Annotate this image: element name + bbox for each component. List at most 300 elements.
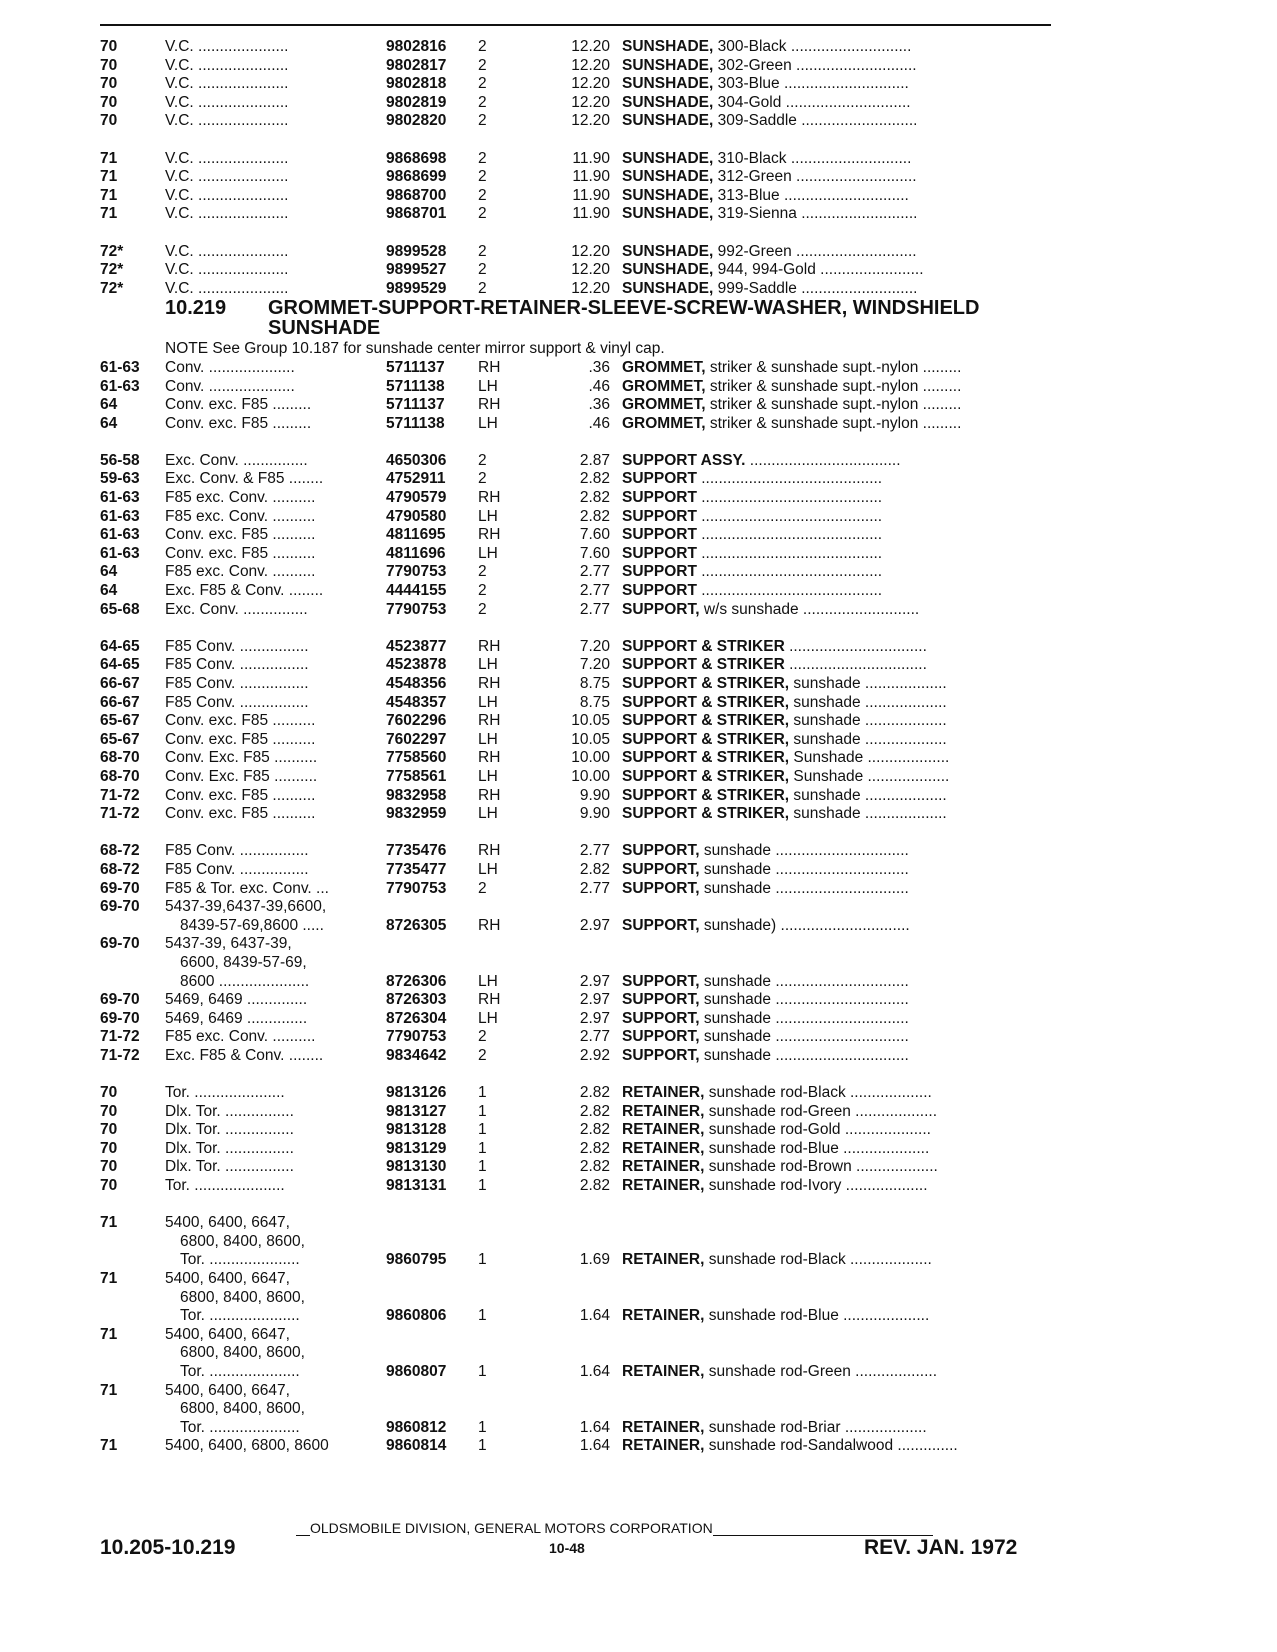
description-cell [622,991,1051,1010]
year-cell: 70 [100,38,118,55]
year-cell: 69-70 [100,879,140,897]
part-detail: 304-Gold ............................. [713,93,911,111]
price-cell: 2.82 [579,1102,610,1120]
year-cell: 71 [100,1437,118,1455]
year-cell: 61-63 [100,358,140,376]
price-cell: 11.90 [572,186,610,204]
model-cell: 5400, 6400, 6647, [165,1381,290,1399]
quantity-cell: 2 [478,112,487,130]
part-name: SUPPORT & STRIKER, [622,675,790,692]
quantity-cell: LH [478,860,498,878]
parts-list [100,38,1051,1456]
part-name: SUPPORT & STRIKER, [622,805,790,823]
part-name: SUPPORT, [622,1009,700,1027]
group-spacer [100,1065,1051,1084]
part-name: GROMMET, [622,358,706,376]
model-cell: V.C. ..................... [165,149,289,167]
table-row [100,526,1051,545]
model-cell: 5400, 6400, 6647, [165,1325,290,1343]
part-number-cell: 4523877 [386,637,447,655]
price-cell: 2.82 [579,489,610,507]
table-row [100,1270,1051,1289]
part-name: RETAINER, [622,1251,705,1269]
part-name: SUPPORT ASSY. [622,451,746,469]
part-detail: sunshade ................... [789,675,947,692]
table-row [100,1140,1051,1159]
quantity-cell: 1 [478,1102,487,1120]
part-number-cell: 9860807 [386,1362,447,1380]
description-cell [622,805,1051,824]
table-row [100,243,1051,262]
quantity-cell: LH [478,1009,498,1027]
quantity-cell: RH [478,526,501,544]
part-detail: sunshade ............................... [699,860,909,878]
table-row [100,545,1051,564]
part-detail: striker & sunshade supt.-nylon ......... [705,396,962,414]
price-cell: 2.77 [579,1028,610,1046]
part-name: SUPPORT [622,563,697,581]
part-number-cell: 4811695 [386,526,446,544]
model-cell: 5469, 6469 .............. [165,1009,308,1027]
part-number-cell: 9868698 [386,149,447,167]
part-number-cell: 9813128 [386,1121,447,1139]
part-detail: sunshade ................... [789,786,947,804]
description-cell [622,768,1051,787]
description-cell [622,675,1051,694]
price-cell: 11.90 [572,205,610,223]
part-number-cell: 4790580 [386,507,447,525]
table-row [100,842,1051,861]
table-row [100,205,1051,224]
table-row [100,731,1051,750]
part-name: SUPPORT [622,489,697,507]
section-title: GROMMET-SUPPORT-RETAINER-SLEEVE-SCREW-WASHER, WINDSHIELD SUNSHADE [268,297,980,340]
part-name: SUPPORT [622,526,697,544]
price-cell: 10.00 [571,749,610,767]
description-cell [622,917,1051,936]
table-row [100,1307,1051,1326]
table-row [100,656,1051,675]
part-detail: sunshade rod-Green ................... [704,1362,937,1380]
quantity-cell: RH [478,842,501,860]
part-number-cell: 9813126 [386,1084,447,1102]
quantity-cell: 2 [478,1028,487,1046]
price-cell: 12.20 [571,56,610,74]
part-detail: sunshade ................... [789,712,947,730]
quantity-cell: LH [478,377,498,395]
price-cell: 11.90 [572,168,610,186]
year-cell: 72* [100,279,124,297]
year-cell: 68-72 [100,842,140,860]
quantity-cell: RH [478,637,501,655]
model-cell: V.C. ..................... [165,168,289,186]
part-detail: .......................................... [696,526,883,544]
model-cell: 5400, 6400, 6647, [165,1270,290,1287]
part-number-cell: 7758561 [386,767,447,785]
price-cell: 1.64 [579,1418,610,1436]
part-name: RETAINER, [622,1084,705,1102]
part-detail: 999-Saddle ........................... [713,279,918,297]
description-cell [622,1177,1051,1196]
description-cell [622,749,1051,768]
year-cell: 71 [100,1270,118,1287]
quantity-cell: 2 [478,168,487,186]
quantity-cell: LH [478,730,498,748]
part-detail: .......................................... [696,582,883,600]
part-name: SUPPORT, [622,972,700,990]
table-row [100,563,1051,582]
part-detail: .......................................... [696,544,883,562]
part-name: GROMMET, [622,396,706,414]
part-detail: 309-Saddle ........................... [713,112,918,130]
year-cell: 71-72 [100,786,140,804]
description-cell [622,1084,1051,1103]
year-cell: 71 [100,1214,118,1232]
description-cell [622,582,1051,601]
table-row [100,94,1051,113]
model-cell: F85 Conv. ................ [165,656,309,674]
part-detail: sunshade rod-Black ................... [704,1084,932,1102]
part-name: SUNSHADE, [622,38,714,55]
part-name: SUPPORT & STRIKER [622,637,785,655]
table-row [100,1084,1051,1103]
quantity-cell: LH [478,972,498,990]
price-cell: 12.20 [571,38,610,55]
table-row [100,694,1051,713]
part-number-cell: 5711137 [386,396,445,414]
part-detail: ................................ [784,656,927,674]
description-cell [622,880,1051,899]
description-cell [622,280,1051,299]
table-row [100,261,1051,280]
part-name: SUPPORT [622,582,697,600]
description-cell [622,861,1051,880]
table-row [100,187,1051,206]
part-number-cell: 9832958 [386,786,447,804]
quantity-cell: 2 [478,582,487,600]
quantity-cell: 2 [478,242,487,260]
description-cell [622,1251,1051,1270]
part-number-cell: 7758560 [386,749,447,767]
part-detail: sunshade ................... [789,693,947,711]
footer-rule-left [296,1535,310,1537]
price-cell: .36 [588,396,610,414]
part-name: SUPPORT [622,544,697,562]
price-cell: 2.82 [579,1084,610,1102]
model-cell: Conv. Exc. F85 .......... [165,749,318,767]
model-cell: Dlx. Tor. ................ [165,1158,294,1176]
description-cell [622,545,1051,564]
price-cell: 2.97 [579,916,610,934]
model-cell: F85 exc. Conv. .......... [165,489,316,507]
part-detail: sunshade rod-Briar ................... [704,1418,927,1436]
part-name: SUNSHADE, [622,168,714,186]
model-cell: V.C. ..................... [165,205,289,223]
part-detail: sunshade ............................... [699,1009,909,1027]
part-number-cell: 9868699 [386,168,447,186]
section-note: NOTE See Group 10.187 for sunshade center mirror support & vinyl cap. [165,340,665,358]
price-cell: 2.82 [579,507,610,525]
table-row [100,1028,1051,1047]
quantity-cell: 2 [478,1046,487,1064]
quantity-cell: LH [478,805,498,823]
price-cell: 7.20 [579,656,610,674]
year-cell: 69-70 [100,991,140,1009]
quantity-cell: 1 [478,1177,487,1195]
table-row [100,749,1051,768]
table-row [100,112,1051,131]
quantity-cell: LH [478,507,498,525]
part-number-cell: 9813129 [386,1139,447,1157]
quantity-cell: 2 [478,93,487,111]
price-cell: 2.97 [579,1009,610,1027]
price-cell: 2.82 [579,1121,610,1139]
part-name: GROMMET, [622,377,706,395]
description-cell [622,1010,1051,1029]
part-number-cell: 5711138 [386,377,445,395]
year-cell: 72* [100,261,124,279]
table-row [100,1251,1051,1270]
part-detail: w/s sunshade ........................... [699,600,920,618]
quantity-cell: 2 [478,879,487,897]
model-cell: Exc. Conv. ............... [165,451,308,469]
price-cell: 2.97 [579,972,610,990]
model-cell: V.C. ..................... [165,93,289,111]
section-header [100,298,1051,340]
model-cell: Conv. exc. F85 .......... [165,805,316,823]
table-row [100,1233,1051,1252]
quantity-cell: 1 [478,1158,487,1176]
table-row [100,1010,1051,1029]
year-cell: 61-63 [100,544,140,562]
price-cell: 8.75 [579,675,610,692]
model-cell: V.C. ..................... [165,279,289,297]
quantity-cell: LH [478,693,498,711]
description-cell [622,489,1051,508]
part-number-cell: 8726305 [386,916,447,934]
table-row [100,1121,1051,1140]
description-cell [622,1121,1051,1140]
year-cell: 70 [100,1177,118,1195]
year-cell: 61-63 [100,507,140,525]
part-detail: 319-Sienna ........................... [713,205,918,223]
model-cell: F85 Conv. ................ [165,842,309,860]
quantity-cell: 2 [478,470,487,488]
price-cell: 8.75 [579,693,610,711]
part-number-cell: 8726304 [386,1009,447,1027]
part-name: SUNSHADE, [622,279,714,297]
part-number-cell: 4752911 [386,470,446,488]
description-cell [622,205,1051,224]
part-number-cell: 9868700 [386,186,447,204]
model-cell: Tor. ..................... [180,1418,300,1436]
part-number-cell: 7790753 [386,600,447,618]
model-cell: Conv. .................... [165,358,295,376]
year-cell: 61-63 [100,489,140,507]
part-number-cell: 7790753 [386,563,447,581]
year-cell: 72* [100,242,124,260]
part-name: SUNSHADE, [622,93,714,111]
model-cell: V.C. ..................... [165,186,289,204]
table-row [100,1158,1051,1177]
part-number-cell: 9832959 [386,805,447,823]
part-number-cell: 9802819 [386,93,447,111]
table-row [100,582,1051,601]
quantity-cell: LH [478,656,498,674]
quantity-cell: 1 [478,1251,487,1269]
description-cell [622,656,1051,675]
price-cell: 1.64 [579,1307,610,1325]
year-cell: 66-67 [100,693,140,711]
part-number-cell: 9802816 [386,38,447,55]
description-cell [622,601,1051,620]
year-cell: 71-72 [100,1028,140,1046]
model-cell: V.C. ..................... [165,261,289,279]
quantity-cell: 2 [478,261,487,279]
description-cell [622,378,1051,397]
part-number-cell: 8726303 [386,991,447,1009]
model-cell: F85 Conv. ................ [165,637,309,655]
part-number-cell: 4523878 [386,656,447,674]
price-cell: 2.77 [579,842,610,860]
model-cell: F85 exc. Conv. .......... [165,1028,316,1046]
year-cell: 64 [100,563,118,581]
table-row [100,1344,1051,1363]
model-cell: Tor. ..................... [165,1177,285,1195]
year-cell: 68-70 [100,749,140,767]
table-row [100,954,1051,973]
model-cell: 5400, 6400, 6647, [165,1214,290,1232]
price-cell: .46 [588,377,610,395]
model-cell: 5469, 6469 .............. [165,991,308,1009]
model-cell: 5400, 6400, 6800, 8600 [165,1437,329,1455]
price-cell: 10.05 [571,712,610,730]
quantity-cell: 2 [478,186,487,204]
part-detail: sunshade) .............................. [699,916,910,934]
part-name: SUPPORT & STRIKER, [622,730,790,748]
price-cell: 1.69 [579,1251,610,1269]
table-row [100,973,1051,992]
part-number-cell: 9802817 [386,56,447,74]
footer-section-range: 10.205-10.219 [100,1536,236,1559]
description-cell [622,1047,1051,1066]
year-cell: 66-67 [100,675,140,692]
model-cell: Exc. F85 & Conv. ........ [165,1046,324,1064]
part-number-cell: 9860812 [386,1418,447,1436]
table-row [100,57,1051,76]
year-cell: 65-68 [100,600,140,618]
price-cell: 7.20 [579,637,610,655]
part-name: RETAINER, [622,1121,705,1139]
year-cell: 59-63 [100,470,140,488]
model-cell: Conv. .................... [165,377,295,395]
price-cell: 1.64 [579,1362,610,1380]
part-detail: 313-Blue ............................. [713,186,909,204]
year-cell: 71 [100,168,118,186]
table-row [100,935,1051,954]
part-detail: sunshade ............................... [699,972,909,990]
table-row [100,470,1051,489]
part-name: SUPPORT & STRIKER, [622,786,790,804]
price-cell: 2.82 [579,1139,610,1157]
description-cell [622,1028,1051,1047]
part-number-cell: 9899527 [386,261,447,279]
year-cell: 65-67 [100,712,140,730]
year-cell: 69-70 [100,898,140,916]
part-name: SUNSHADE, [622,205,714,223]
quantity-cell: 1 [478,1121,487,1139]
table-row [100,787,1051,806]
part-detail: ................................... [745,451,901,469]
table-row [100,1103,1051,1122]
quantity-cell: 1 [478,1418,487,1436]
table-row [100,898,1051,917]
quantity-cell: LH [478,544,498,562]
part-detail: sunshade rod-Blue .................... [704,1307,930,1325]
table-row [100,359,1051,378]
part-detail: ................................ [784,637,927,655]
year-cell: 71-72 [100,805,140,823]
model-cell: F85 exc. Conv. .......... [165,563,316,581]
year-cell: 56-58 [100,451,140,469]
quantity-cell: 2 [478,600,487,618]
group-spacer [100,824,1051,843]
quantity-cell: 2 [478,279,487,297]
part-detail: sunshade rod-Sandalwood .............. [704,1437,958,1455]
footer-corporation [296,1520,1056,1536]
part-detail: .......................................... [696,470,883,488]
table-row [100,1177,1051,1196]
price-cell: 9.90 [579,805,610,823]
model-cell: Conv. exc. F85 .......... [165,544,316,562]
part-number-cell: 7602297 [386,730,447,748]
part-name: RETAINER, [622,1177,705,1195]
top-rule [100,24,1051,26]
part-detail: sunshade rod-Green ................... [704,1102,937,1120]
description-cell [622,38,1051,57]
year-cell: 64 [100,396,118,414]
footer-page-number: 10-48 [549,1540,585,1556]
description-cell [622,452,1051,471]
part-name: RETAINER, [622,1418,705,1436]
part-number-cell: 9860795 [386,1251,447,1269]
model-cell: F85 exc. Conv. .......... [165,507,316,525]
table-row [100,861,1051,880]
model-cell: Conv. exc. F85 ......... [165,414,312,432]
table-row [100,991,1051,1010]
price-cell: 2.77 [579,563,610,581]
part-number-cell: 7790753 [386,1028,447,1046]
model-cell: Tor. ..................... [180,1307,300,1325]
description-cell [622,415,1051,434]
description-cell [622,94,1051,113]
price-cell: 2.77 [579,879,610,897]
table-row [100,1437,1051,1456]
group-spacer [100,619,1051,638]
part-detail: 302-Green ............................ [713,56,917,74]
model-cell: Conv. exc. F85 .......... [165,730,316,748]
quantity-cell: RH [478,786,501,804]
quantity-cell: 2 [478,563,487,581]
table-row [100,168,1051,187]
table-row [100,150,1051,169]
part-name: SUNSHADE, [622,56,714,74]
table-row [100,396,1051,415]
quantity-cell: RH [478,358,501,376]
quantity-cell: 1 [478,1437,487,1455]
year-cell: 70 [100,1158,118,1176]
year-cell: 71 [100,1325,118,1343]
